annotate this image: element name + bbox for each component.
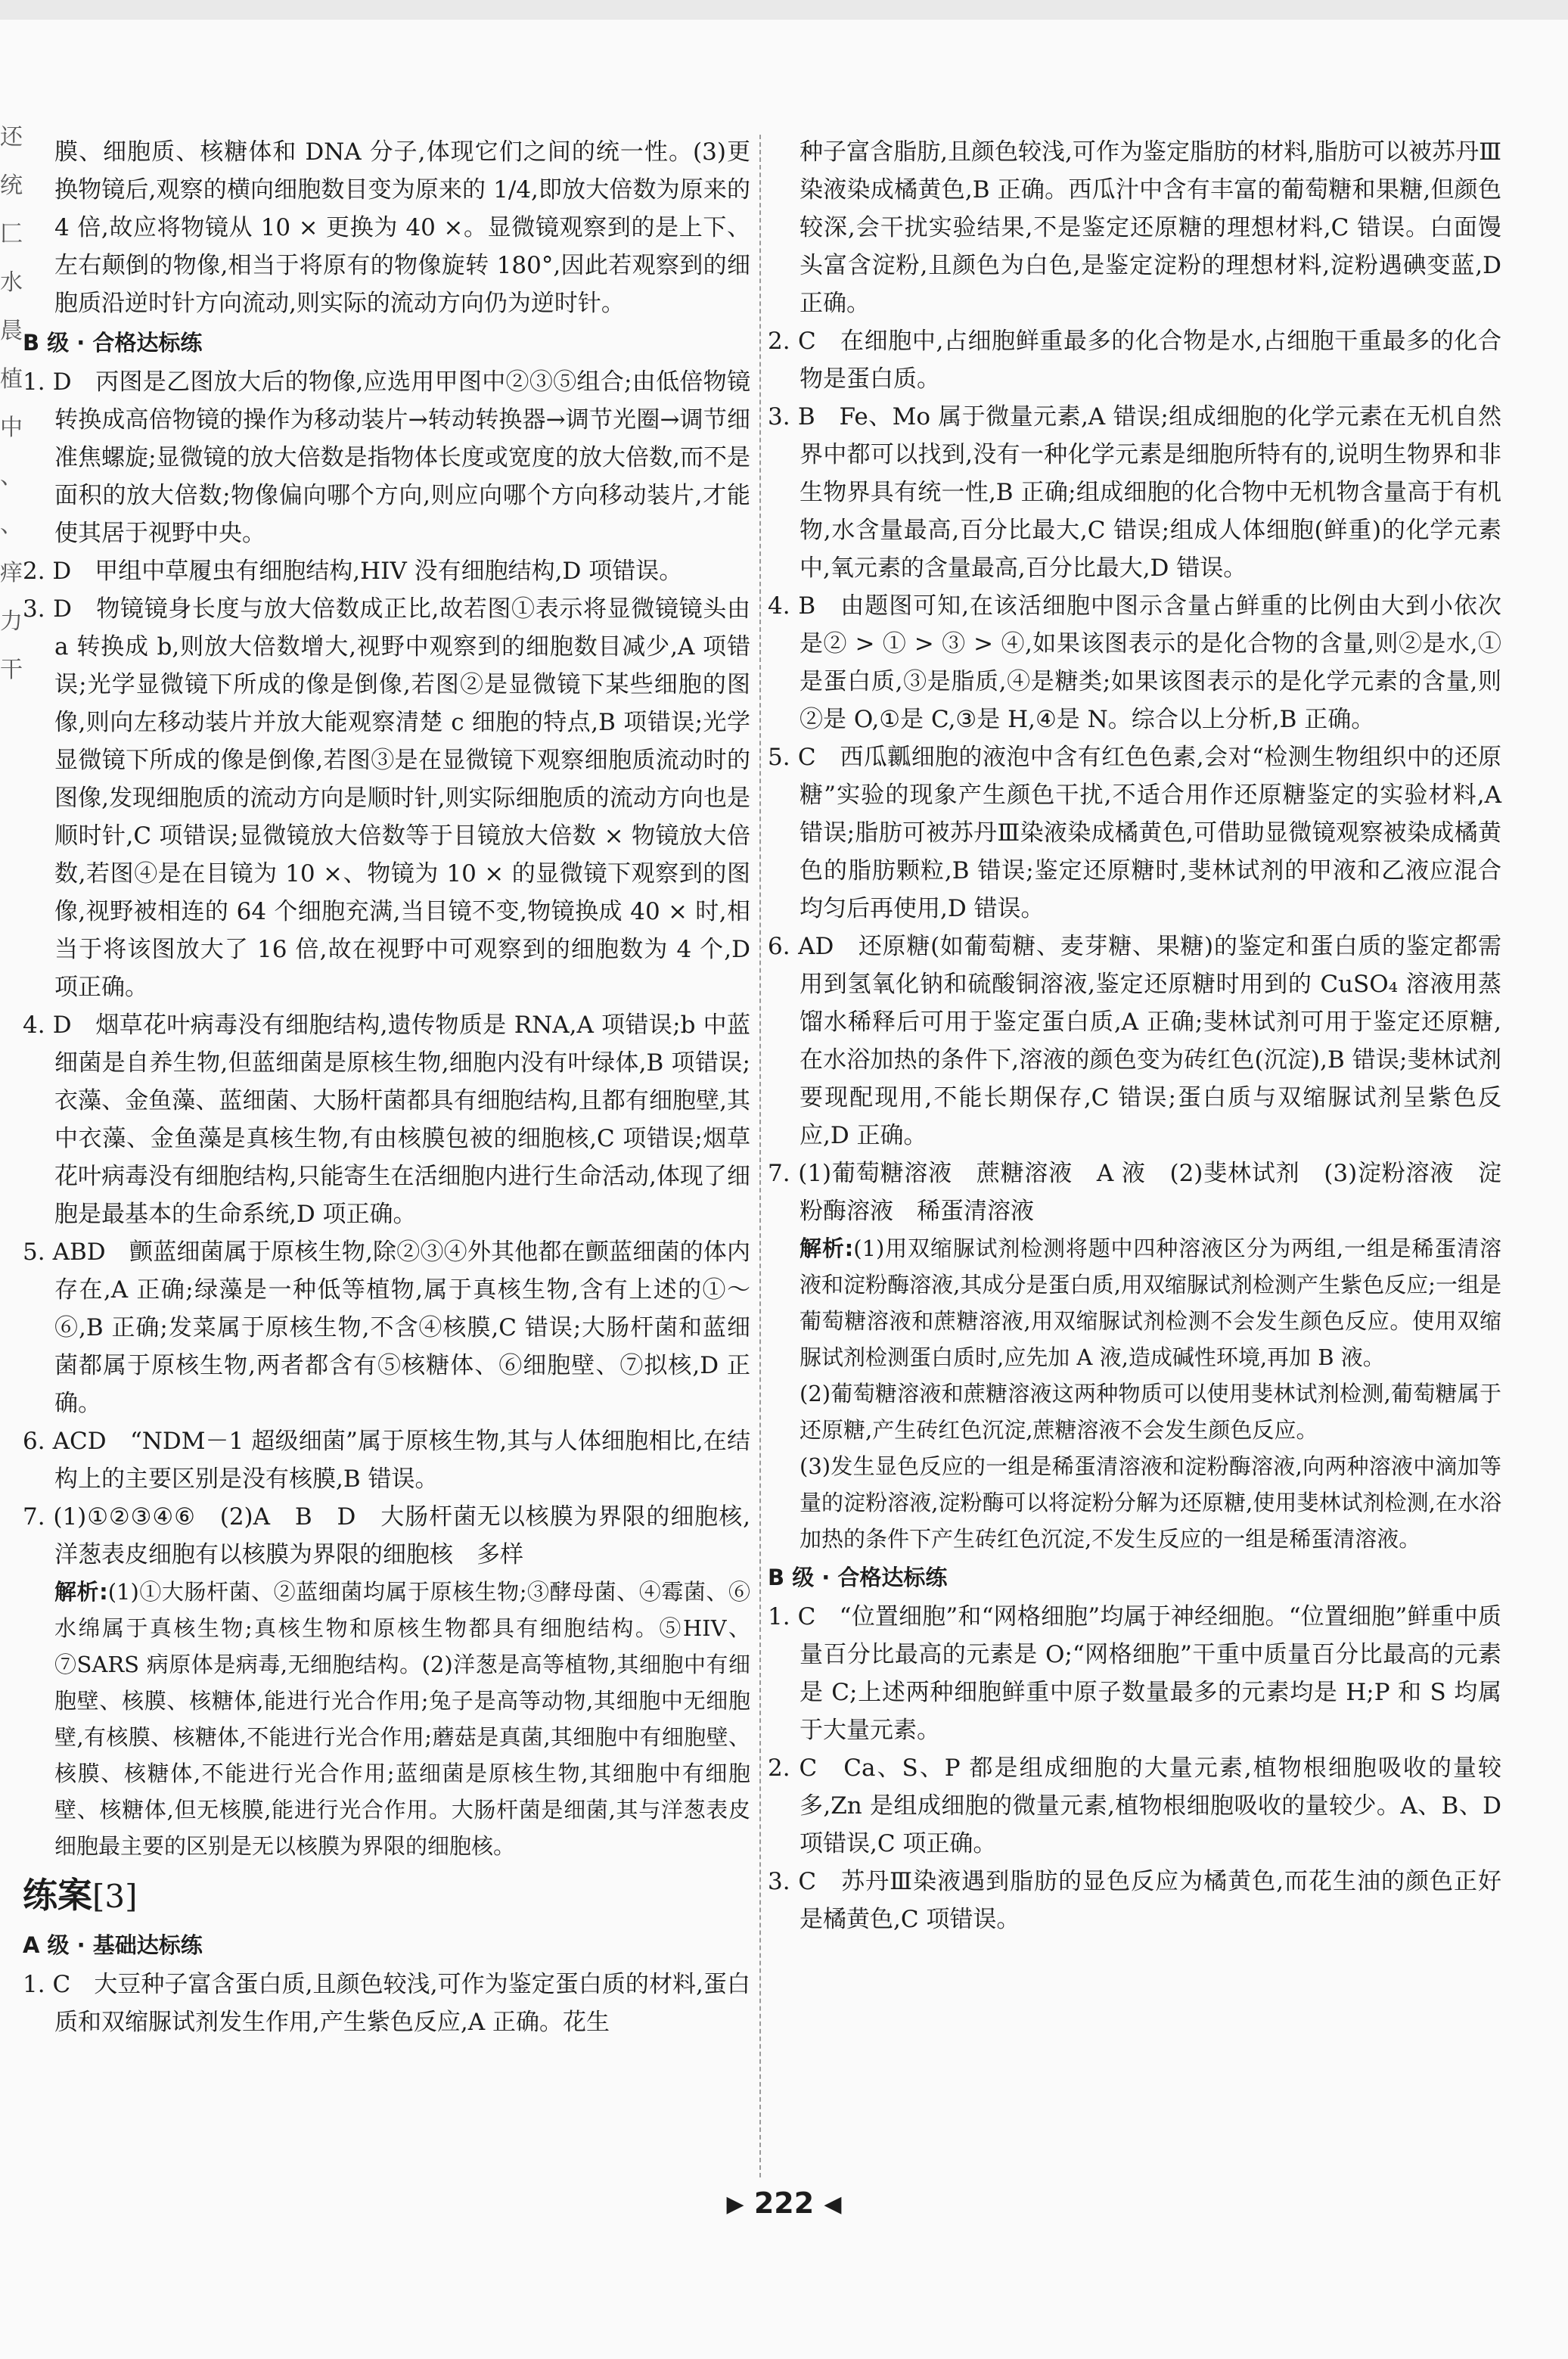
- analysis-7-part-2: (2)葡萄糖溶液和蔗糖溶液这两种物质可以使用斐林试剂检测,葡萄糖属于还原糖,产生砖红色沉淀,蔗糖溶液不会发生颜色反应。: [800, 1381, 1501, 1443]
- edge-char: 干: [0, 657, 23, 683]
- answer-a-item-3: 3. B Fe、Mo 属于微量元素,A 错误;组成细胞的化学元素在无机自然界中都可以找到,没有一种化学元素是细胞所特有的,说明生物界和非生物界具有统一性,B 正确;组成细胞的化合物中无机物含量高于有机物,水含量最高,百分比最大,C 错误;组成人体细胞(鲜重)的化学元素中,氧元素的含量最高,百分比最大,D 错误。: [768, 403, 1501, 582]
- answer-item-6: 6. ACD “NDM－1 超级细菌”属于原核生物,其与人体细胞相比,在结构上的主要区别是没有核膜,B 错误。: [23, 1428, 750, 1493]
- left-column: [23, 133, 750, 2041]
- lianan-title: 练案: [23, 1875, 92, 1916]
- answer-item-2: 2. D 甲组中草履虫有细胞结构,HIV 没有细胞结构,D 项错误。: [23, 558, 683, 585]
- edge-char: 中: [0, 415, 23, 441]
- section-heading-a: A 级 · 基础达标练: [23, 1932, 203, 1958]
- edge-char: 还: [0, 124, 23, 151]
- analysis-7-part-1: [768, 1230, 1501, 1375]
- analysis-text: (1)①大肠杆菌、②蓝细菌均属于原核生物;③酵母菌、④霉菌、⑥水绵属于真核生物;真核生物和原核生物都具有细胞结构。⑤HIV、⑦SARS 病原体是病毒,无细胞结构。(2)洋葱是高等植物,其细胞中有细胞壁、核膜、核糖体,能进行光合作用;兔子是高等动物,其细胞中无细胞壁,有核膜、核糖体,不能进行光合作用;蘑菇是真菌,其细胞中有细胞壁、核膜、核糖体,不能进行光合作用;蓝细菌是原核生物,其细胞中有细胞壁、核糖体,但无核膜,能进行光合作用。大肠杆菌是细菌,其与洋葱表皮细胞最主要的区别是无以核膜为界限的细胞核。: [54, 1579, 750, 1859]
- scan-top-band: [0, 0, 1568, 20]
- edge-char: 晨: [0, 318, 23, 344]
- triangle-left-icon: ◀: [824, 2191, 842, 2218]
- lianan-number: [3]: [92, 1878, 138, 1915]
- continued-answer: 膜、细胞质、核糖体和 DNA 分子,体现它们之间的统一性。(3)更换物镜后,观察的横向细胞数目变为原来的 1/4,即放大倍数为原来的 4 倍,故应将物镜从 10 × 更换为 40 ×。显微镜观察到的是上下、左右颠倒的物像,相当于将原有的物像旋转 180°,因此若观察到的细胞质沿逆时针方向流动,则实际的流动方向仍为逆时针。: [54, 138, 750, 317]
- answer-a-item-5: 5. C 西瓜瓤细胞的液泡中含有红色色素,会对“检测生物组织中的还原糖”实验的现象产生颜色干扰,不适合用作还原糖鉴定的实验材料,A 错误;脂肪可被苏丹Ⅲ染液染成橘黄色,可借助显微镜观察被染成橘黄色的脂肪颗粒,B 错误;鉴定还原糖时,斐林试剂的甲液和乙液应混合均匀后再使用,D 错误。: [768, 744, 1501, 922]
- answer-b-item-1: 1. C “位置细胞”和“网格细胞”均属于神经细胞。“位置细胞”鲜重中质量百分比最高的元素是 O;“网格细胞”干重中质量百分比最高的元素是 C;上述两种细胞鲜重中原子数量最多的元素均是 H;P 和 S 均属于大量元素。: [768, 1603, 1502, 1744]
- edge-char: 匚: [0, 221, 23, 247]
- answer-b-item-3: 3. C 苏丹Ⅲ染液遇到脂肪的显色反应为橘黄色,而花生油的颜色正好是橘黄色,C 项错误。: [768, 1868, 1501, 1933]
- edge-char: 力: [0, 608, 23, 635]
- answer-item-4: 4. D 烟草花叶病毒没有细胞结构,遗传物质是 RNA,A 项错误;b 中蓝细菌是自养生物,但蓝细菌是原核生物,细胞内没有叶绿体,B 项错误;衣藻、金鱼藻、蓝细菌、大肠杆菌都具有细胞结构,且都有细胞壁,其中衣藻、金鱼藻是真核生物,有由核膜包被的细胞核,C 项错误;烟草花叶病毒没有细胞结构,只能寄生在活细胞内进行生命活动,体现了细胞是最基本的生命系统,D 项正确。: [23, 1012, 750, 1228]
- edge-char: 植: [0, 366, 23, 393]
- page-number-text: 222: [753, 2187, 815, 2220]
- analysis-label: 解析:: [800, 1235, 854, 1261]
- analysis-7-part-3: (3)发生显色反应的一组是稀蛋清溶液和淀粉酶溶液,向两种溶液中滴加等量的淀粉溶液,淀粉酶可以将淀粉分解为还原糖,使用斐林试剂检测,在水浴加热的条件下产生砖红色沉淀,不发生反应的一组是稀蛋清溶液。: [800, 1453, 1501, 1552]
- edge-char: 水: [0, 269, 23, 296]
- edge-char: 、: [0, 463, 23, 490]
- answer-item-5: 5. ABD 颤蓝细菌属于原核生物,除②③④外其他都在颤蓝细菌的体内存在,A 正确;绿藻是一种低等植物,属于真核生物,含有上述的①～⑥,B 正确;发菜属于原核生物,不含④核膜,C 错误;大肠杆菌和蓝细菌都属于原核生物,两者都含有⑤核糖体、⑥细胞壁、⑦拟核,D 正确。: [23, 1239, 750, 1417]
- answer-a-item-2: 2. C 在细胞中,占细胞鲜重最多的化合物是水,占细胞干重最多的化合物是蛋白质。: [768, 328, 1501, 393]
- triangle-right-icon: ▶: [726, 2191, 744, 2218]
- section-heading-b: B 级 · 合格达标练: [23, 330, 203, 356]
- answer-a-item-4: 4. B 由题图可知,在该活细胞中图示含量占鲜重的比例由大到小依次是② > ① > ③ > ④,如果该图表示的是化合物的含量,则②是水,①是蛋白质,③是脂质,④是糖类;如果该图表示的是化学元素的含量,则②是 O,①是 C,③是 H,④是 N。综合以上分析,B 正确。: [768, 592, 1501, 733]
- section-heading-b: B 级 · 合格达标练: [768, 1565, 948, 1590]
- right-column: [768, 133, 1501, 1938]
- answer-a-item-1: 1. C 大豆种子富含蛋白质,且颜色较浅,可作为鉴定蛋白质的材料,蛋白质和双缩脲试剂发生作用,产生紫色反应,A 正确。花生: [23, 1971, 750, 2036]
- answer-item-7: 7. (1)①②③④⑥ (2)A B D 大肠杆菌无以核膜为界限的细胞核,洋葱表皮细胞有以核膜为界限的细胞核 多样: [23, 1503, 750, 1568]
- answer-a-item-7: 7. (1)葡萄糖溶液 蔗糖溶液 A 液 (2)斐林试剂 (3)淀粉溶液 淀粉酶溶液 稀蛋清溶液: [768, 1160, 1501, 1225]
- continued-answer: 种子富含脂肪,且颜色较浅,可作为鉴定脂肪的材料,脂肪可以被苏丹Ⅲ染液染成橘黄色,B 正确。西瓜汁中含有丰富的葡萄糖和果糖,但颜色较深,会干扰实验结果,不是鉴定还原糖的理想材料,C 错误。白面馒头富含淀粉,且颜色为白色,是鉴定淀粉的理想材料,淀粉遇碘变蓝,D 正确。: [800, 138, 1501, 317]
- lianan-heading: [23, 1869, 750, 1923]
- left-edge-fragment: [0, 113, 23, 931]
- edge-char: 、: [0, 511, 23, 538]
- answer-item-1: 1. D 丙图是乙图放大后的物像,应选用甲图中②③⑤组合;由低倍物镜转换成高倍物镜的操作为移动装片→转动转换器→调节光圈→调节细准焦螺旋;显微镜的放大倍数是指物体长度或宽度的放大倍数,而不是面积的放大倍数;物像偏向哪个方向,则应向哪个方向移动装片,才能使其居于视野中央。: [23, 368, 750, 547]
- column-divider: [759, 135, 761, 2177]
- answer-b-item-2: 2. C Ca、S、P 都是组成细胞的大量元素,植物根细胞吸收的量较多,Zn 是组成细胞的微量元素,植物根细胞吸收的量较少。A、B、D 项错误,C 项正确。: [768, 1754, 1501, 1857]
- edge-char: 痒: [0, 560, 23, 586]
- analysis-7: [23, 1574, 750, 1864]
- answer-a-item-6: 6. AD 还原糖(如葡萄糖、麦芽糖、果糖)的鉴定和蛋白质的鉴定都需用到氢氧化钠和硫酸铜溶液,鉴定还原糖时用到的 CuSO₄ 溶液用蒸馏水稀释后可用于鉴定蛋白质,A 正确;斐林试剂可用于鉴定还原糖,在水浴加热的条件下,溶液的颜色变为砖红色(沉淀),B 错误;斐林试剂要现配现用,不能长期保存,C 错误;蛋白质与双缩脲试剂呈紫色反应,D 正确。: [768, 933, 1501, 1149]
- page-number: [0, 2187, 1568, 2220]
- analysis-label: 解析:: [54, 1579, 108, 1605]
- edge-char: 统: [0, 172, 23, 199]
- answer-item-3: 3. D 物镜镜身长度与放大倍数成正比,故若图①表示将显微镜镜头由 a 转换成 b,则放大倍数增大,视野中观察到的细胞数目减少,A 项错误;光学显微镜下所成的像是倒像,若图②是显微镜下某些细胞的图像,则向左移动装片并放大能观察清楚 c 细胞的特点,B 项错误;光学显微镜下所成的像是倒像,若图③是在显微镜下观察细胞质流动时的图像,发现细胞质的流动方向是顺时针,则实际细胞质的流动方向也是顺时针,C 项错误;显微镜放大倍数等于目镜放大倍数 × 物镜放大倍数,若图④是在目镜为 10 ×、物镜为 10 × 的显微镜下观察到的图像,视野被相连的 64 个细胞充满,当目镜不变,物镜换成 40 × 时,相当于将该图放大了 16 倍,故在视野中可观察到的细胞数为 4 个,D 项正确。: [23, 595, 750, 1001]
- analysis-text: (1)用双缩脲试剂检测将题中四种溶液区分为两组,一组是稀蛋清溶液和淀粉酶溶液,其成分是蛋白质,用双缩脲试剂检测产生紫色反应;一组是葡萄糖溶液和蔗糖溶液,用双缩脲试剂检测不会发生颜色反应。使用双缩脲试剂检测蛋白质时,应先加 A 液,造成碱性环境,再加 B 液。: [800, 1235, 1501, 1370]
